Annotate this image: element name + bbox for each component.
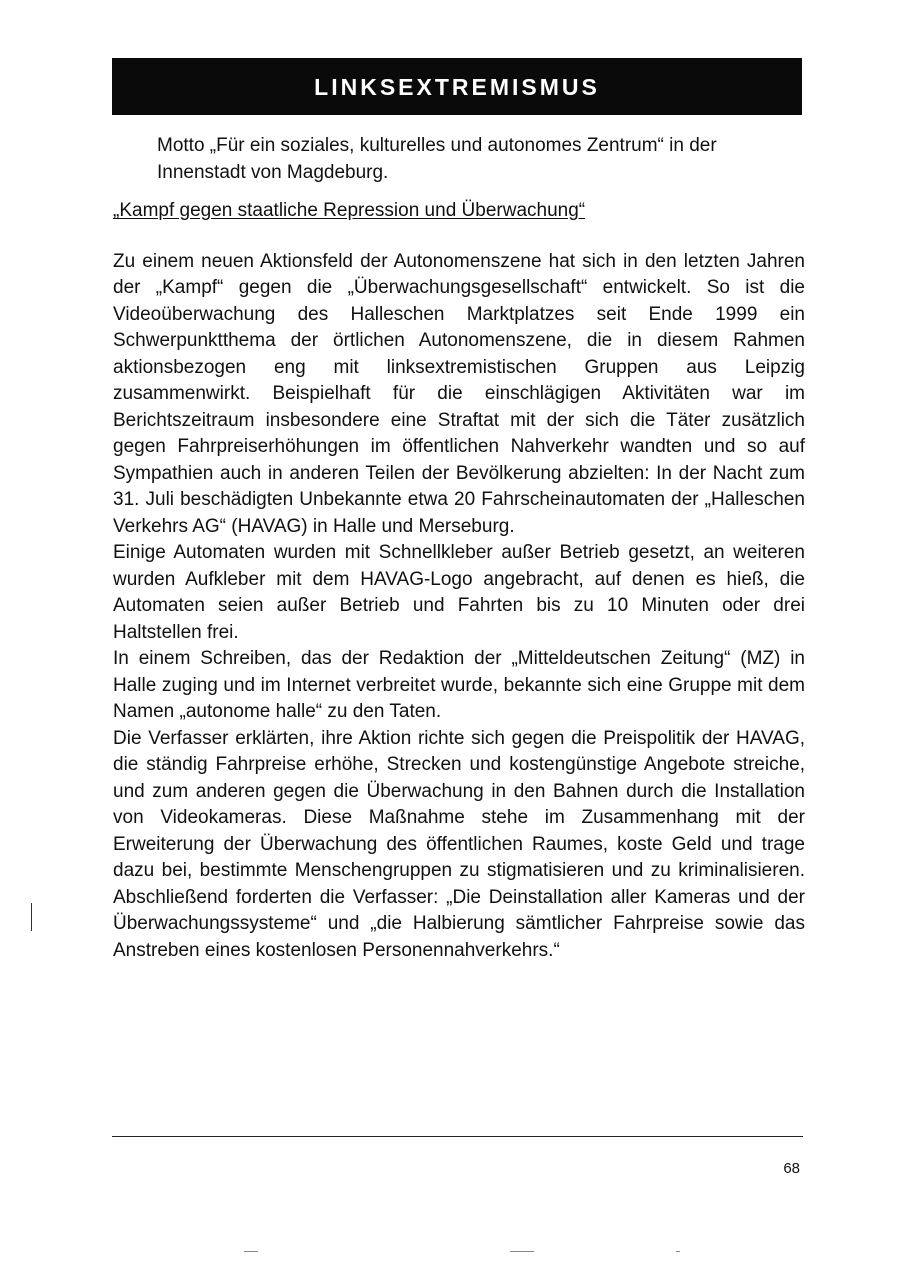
body-paragraph-1: Zu einem neuen Aktionsfeld der Autonomenszene hat sich in den letzten Jahren der „Kampf“ gegen die „Überwachungsgesellschaft“ entwickelt. So ist die Videoüberwachung des Halleschen Marktplatzes seit Ende 1999 ein Schwerpunktthema der örtlichen Autonomenszene, die in diesem Rahmen aktionsbezogen eng mit linksextremistischen Gruppen aus Leipzig zusammenwirkt. Beispielhaft für die einschlägigen Aktivitäten war im Berichtszeitraum insbesondere eine Straftat mit der sich die Täter zusätzlich gegen Fahrpreiserhöhungen im öffentlichen Nahverkehr wandten und so auf Sympathien auch in anderen Teilen der Bevölkerung abzielten: In der Nacht zum 31. Juli beschädigten Unbekannte etwa 20 Fahrscheinautomaten der „Halleschen Verkehrs AG“ (HAVAG) in Halle und Merseburg. [113, 250, 805, 537]
section-heading: „Kampf gegen staatliche Repression und Überwachung“ [113, 200, 586, 221]
body-paragraph-2: Einige Automaten wurden mit Schnellkleber außer Betrieb gesetzt, an weiteren wurden Aufkleber mit dem HAVAG-Logo angebracht, auf denen es hieß, die Automaten seien außer Betrieb und Fahrten bis zu 10 Minuten oder drei Haltstellen frei. [113, 542, 805, 643]
scan-mark-center [510, 1251, 534, 1252]
margin-mark [31, 903, 32, 931]
scan-mark-right [676, 1251, 680, 1252]
motto-line: Motto „Für ein soziales, kulturelles und autonomes Zentrum“ in der Innenstadt von Magdeburg. [157, 135, 717, 183]
page-number: 68 [783, 1160, 800, 1177]
chapter-title: LINKSEXTREMISMUS [314, 74, 600, 100]
body-paragraph-4: Die Verfasser erklärten, ihre Aktion richte sich gegen die Preispolitik der HAVAG, die ständig Fahrpreise erhöhe, Strecken und kostengünstige Angebote streiche, und zum anderen gegen die Überwachung in den Bahnen durch die Installation von Videokameras. Diese Maßnahme stehe im Zusammenhang mit der Erweiterung der Überwachung des öffentlichen Raumes, koste Geld und trage dazu bei, bestimmte Menschengruppen zu stigmatisieren und zu kriminalisieren. Abschließend forderten die Verfasser: „Die Deinstallation aller Kameras und der Überwachungssysteme“ und „die Halbierung sämtlicher Fahrpreise sowie das Anstreben eines kostenlosen Personennahverkehrs.“ [113, 727, 805, 961]
scan-mark-left [244, 1251, 258, 1252]
footer-rule [112, 1136, 803, 1137]
page-body [113, 133, 805, 964]
body-paragraph-3: In einem Schreiben, das der Redaktion der „Mitteldeutschen Zeitung“ (MZ) in Halle zuging und im Internet verbreitet wurde, bekannte sich eine Gruppe mit dem Namen „autonome halle“ zu den Taten. [113, 648, 805, 722]
chapter-header-bar [112, 58, 802, 115]
